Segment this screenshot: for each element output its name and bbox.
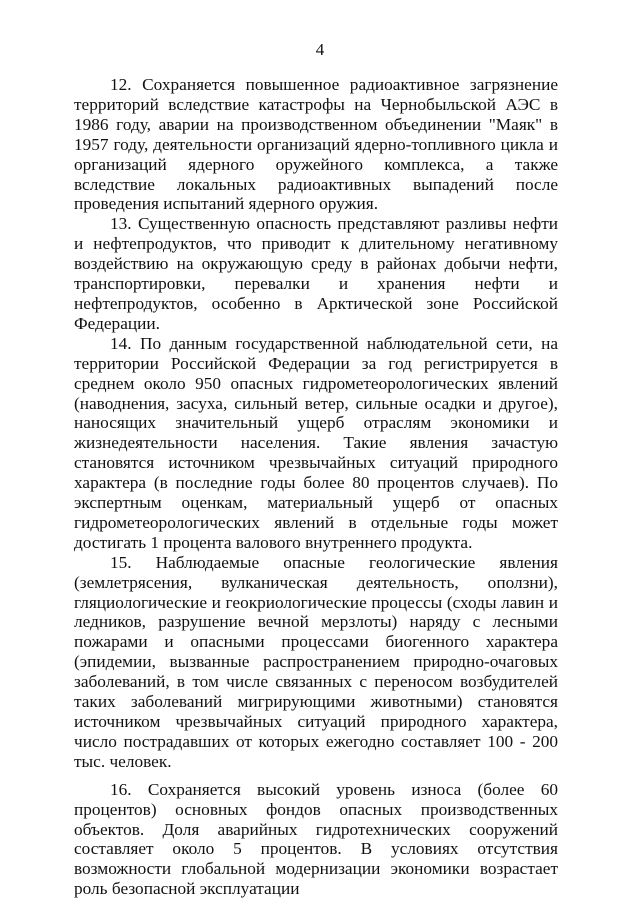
document-body [74, 75, 558, 899]
paragraph-16: 16. Сохраняется высокий уровень износа (более 60 процентов) основных фондов опасных производственных объектов. Доля аварийных гидротехнических сооружений составляет около 5 процентов. В условиях отсутствия возможности глобальной модернизации экономики возрастает роль безопасной эксплуатации [74, 779, 558, 899]
paragraph-13: 13. Существенную опасность представляют разливы нефти и нефтепродуктов, что приводит к длительному негативному воздействию на окружающую среду в районах добычи нефти, транспортировки, перевалки и хранения нефти и нефтепродуктов, особенно в Арктической зоне Российской Федерации. [74, 214, 558, 333]
paragraph-15: 15. Наблюдаемые опасные геологические явления (землетрясения, вулканическая деятельность, оползни), гляциологические и геокриологические процессы (сходы лавин и ледников, разрушение вечной мерзлоты) наряду с лесными пожарами и опасными процессами биогенного характера (эпидемии, вызванные распространением природно-очаговых заболеваний, в том числе связанных с переносом возбудителей таких заболеваний мигрирующими животными) становятся источником чрезвычайных ситуаций природного характера, число пострадавших от которых ежегодно составляет 100 - 200 тыс. человек. [74, 552, 558, 771]
page-number: 4 [315, 40, 325, 59]
paragraph-12: 12. Сохраняется повышенное радиоактивное загрязнение территорий вследствие катастрофы на Чернобыльской АЭС в 1986 году, аварии на производственном объединении "Маяк" в 1957 году, деятельности организаций ядерно-топливного цикла и организаций ядерного оружейного комплекса, а также вследствие локальных радиоактивных выпадений после проведения испытаний ядерного оружия. [74, 75, 558, 214]
paragraph-14: 14. По данным государственной наблюдательной сети, на территории Российской Федерации за год регистрируется в среднем около 950 опасных гидрометеорологических явлений (наводнения, засуха, сильный ветер, сильные осадки и другое), наносящих значительный ущерб отраслям экономики и жизнедеятельности населения. Такие явления зачастую становятся источником чрезвычайных ситуаций природного характера (в последние годы более 80 процентов случаев). По экспертным оценкам, материальный ущерб от опасных гидрометеорологических явлений в отдельные годы может достигать 1 процента валового внутреннего продукта. [74, 333, 558, 552]
